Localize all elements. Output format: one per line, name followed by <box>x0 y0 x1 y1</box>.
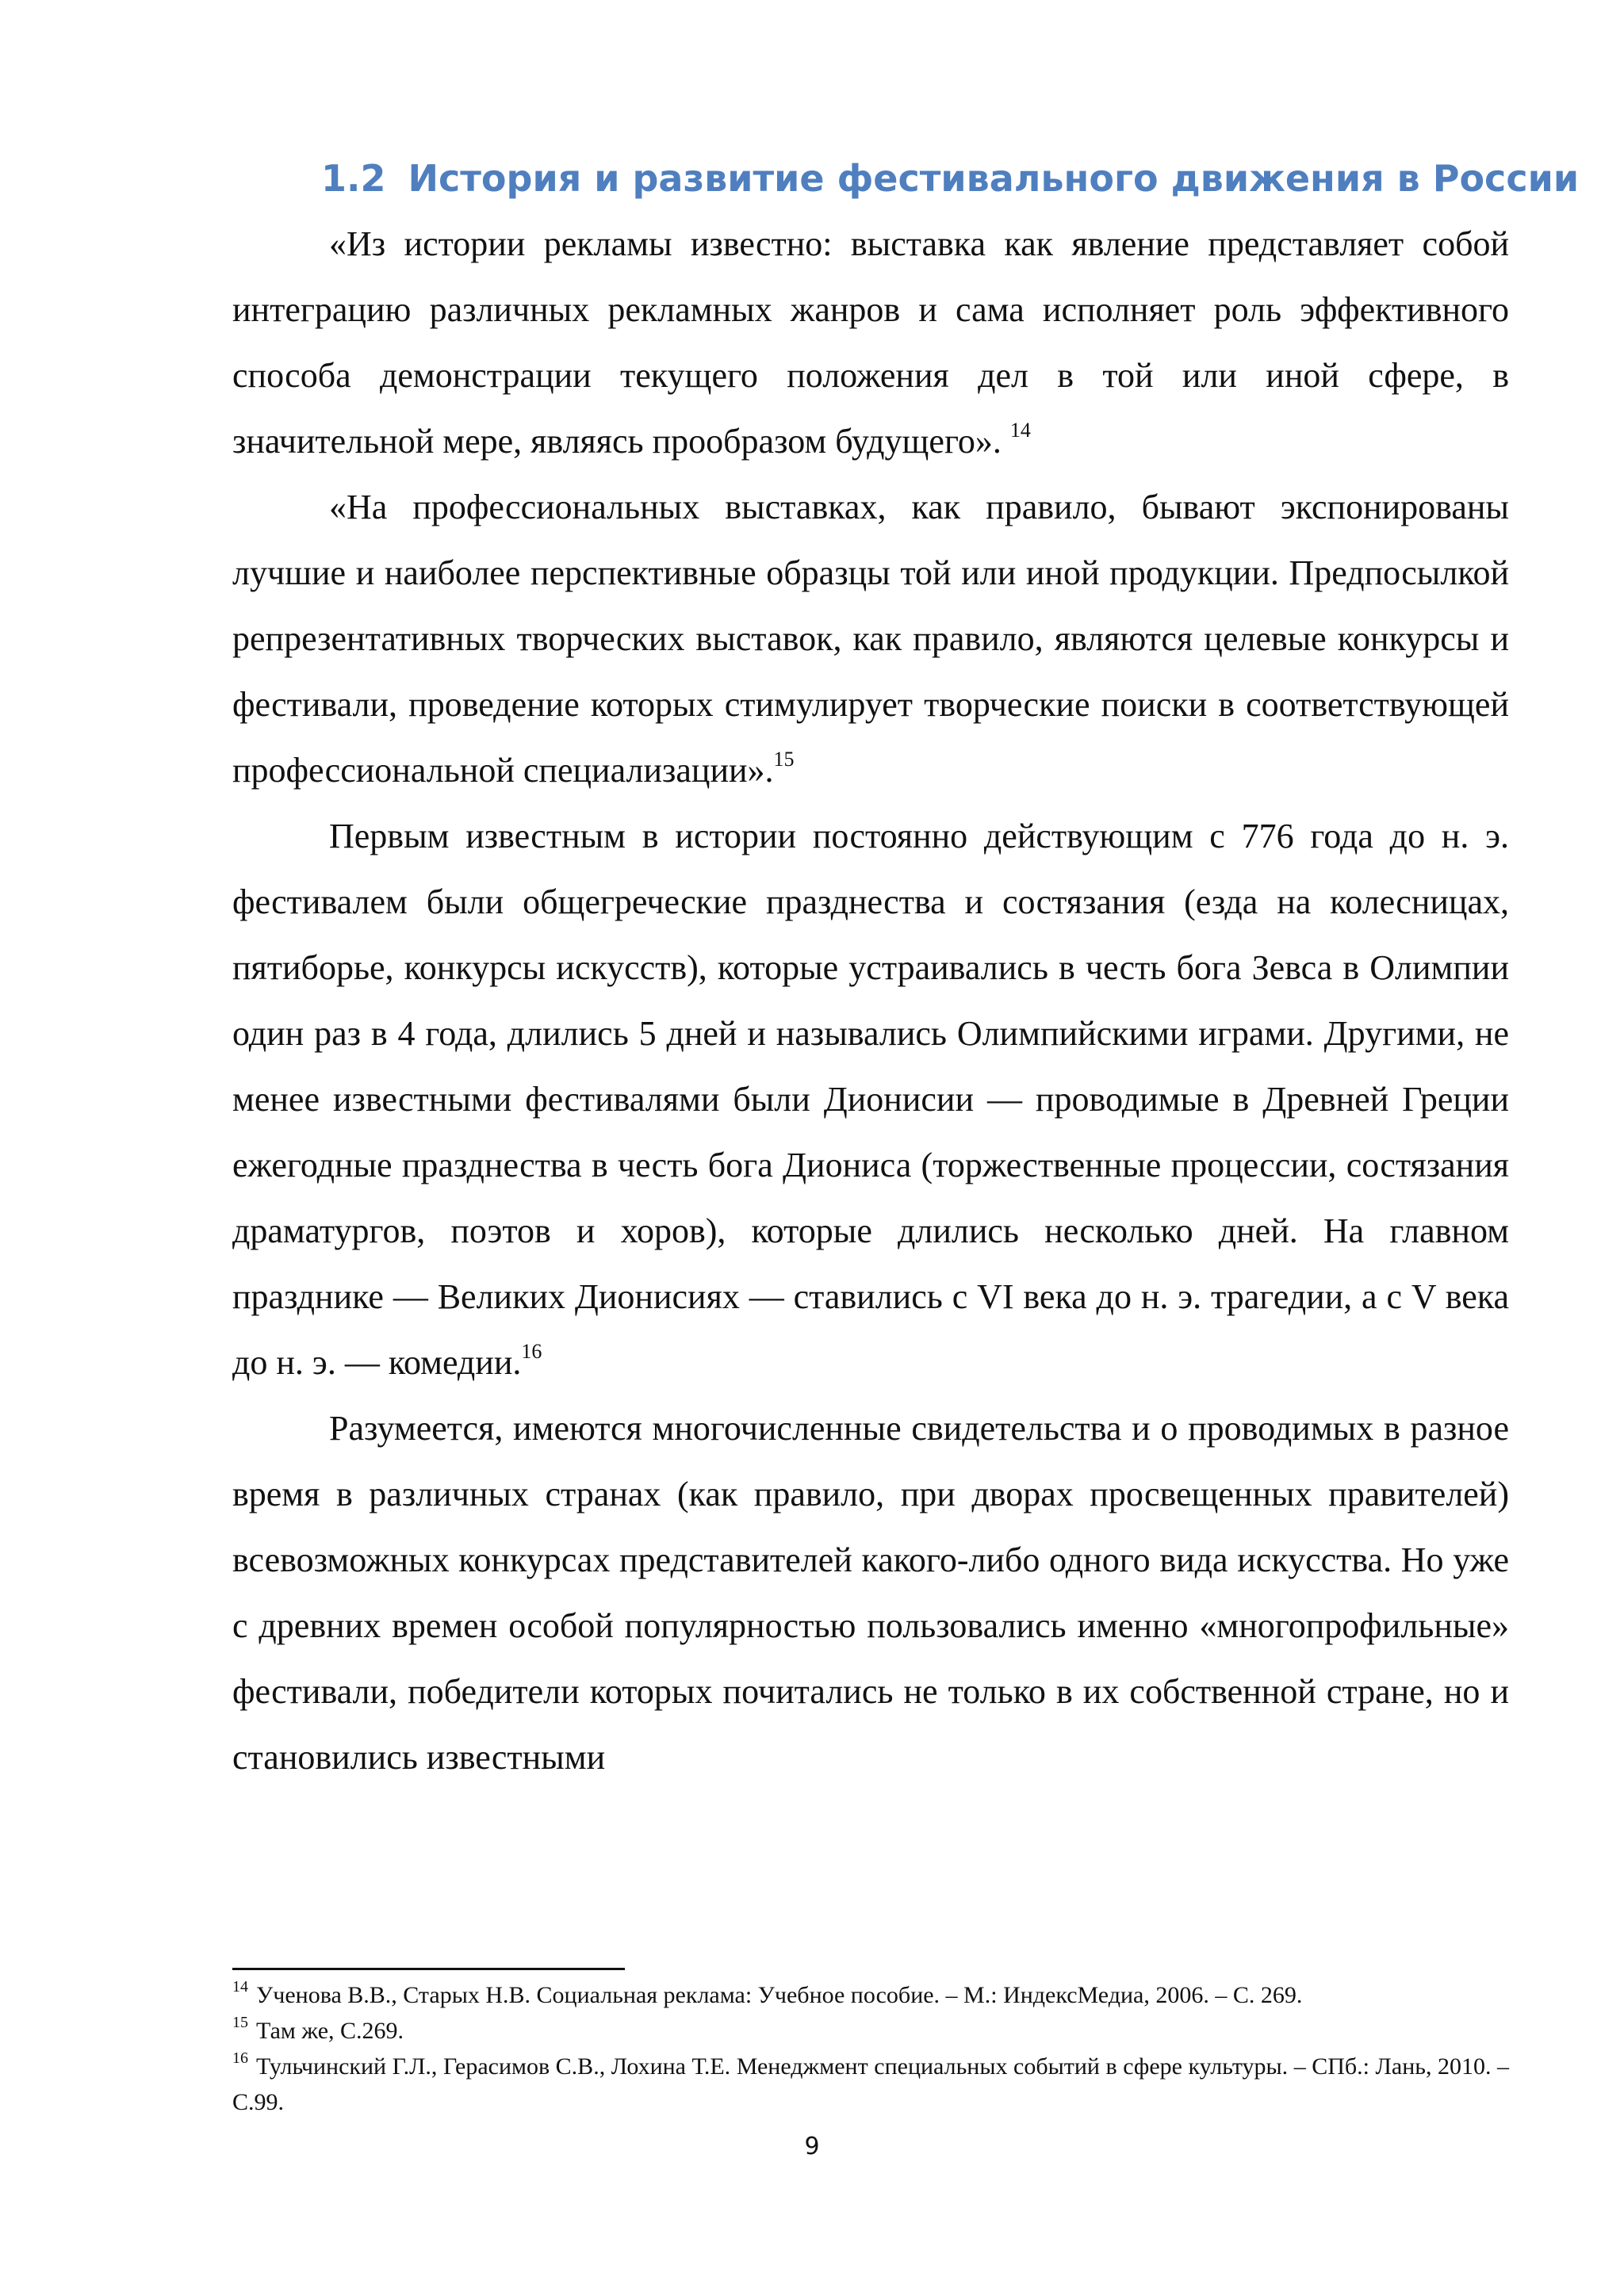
section-number: 1.2 <box>321 157 386 200</box>
paragraph-text: Первым известным в истории постоянно действующим с 776 года до н. э. фестивалем были общегреческие празднества и состязания (езда на колесницах, пятиборье, конкурсы искусств), которые устраивались в честь бога Зевса в Олимпии один раз в 4 года, длились 5 дней и назывались Олимпийскими играми. Другими, не менее известными фестивалями были Дионисии — проводимые в Древней Греции ежегодные празднества в честь бога Диониса (торжественные процессии, состязания драматургов, поэтов и хоров), которые длились несколько дней. На главном празднике — Великих Дионисиях — ставились с VI века до н. э. трагедии, а с V века до н. э. — комедии. <box>232 817 1509 1382</box>
footnote-ref-15[interactable]: 15 <box>773 748 795 771</box>
section-heading <box>321 152 1579 205</box>
footnote-number: 16 <box>232 2049 248 2067</box>
paragraph-text: Разумеется, имеются многочисленные свидетельства и о проводимых в разное время в различных странах (как правило, при дворах просвещенных правителей) всевозможных конкурсах представителей какого-либо одного вида искусства. Но уже с древних времен особой популярностью пользовались именно «многопрофильные» фестивали, победители которых почитались не только в их собственной стране, но и становились известными <box>232 1409 1509 1777</box>
paragraph-2 <box>232 474 1509 803</box>
section-title: История и развитие фестивального движения в России <box>408 157 1580 200</box>
paragraph-1 <box>232 211 1509 474</box>
footnote-separator <box>232 1968 625 1970</box>
footnote-number: 14 <box>232 1978 248 1996</box>
footnote-14 <box>232 1977 1509 2013</box>
paragraph-text: «На профессиональных выставках, как правило, бывают экспонированы лучшие и наиболее перспективные образцы той или иной продукции. Предпосылкой репрезентативных творческих выставок, как правило, являются целевые конкурсы и фестивали, проведение которых стимулирует творческие поиски в соответствующей профессиональной специализации». <box>232 488 1509 790</box>
footnotes <box>232 1977 1509 2120</box>
paragraph-text: «Из истории рекламы известно: выставка как явление представляет собой интеграцию различных рекламных жанров и сама исполняет роль эффективного способа демонстрации текущего положения дел в той или иной сфере, в значительной мере, являясь прообразом будущего». <box>232 224 1509 461</box>
footnote-16 <box>232 2049 1509 2120</box>
footnote-15 <box>232 2013 1509 2049</box>
page-number: 9 <box>804 2133 820 2160</box>
footnote-text: Там же, С.269. <box>256 2018 404 2044</box>
footnote-number: 15 <box>232 2014 248 2031</box>
footnote-ref-16[interactable]: 16 <box>521 1340 542 1364</box>
footnote-text: Ученова В.В., Старых Н.В. Социальная реклама: Учебное пособие. – М.: ИндексМедиа, 2006. – С. 269. <box>256 1982 1303 2008</box>
footnote-text: Тульчинский Г.Л., Герасимов С.В., Лохина Т.Е. Менеджмент специальных событий в сфере культуры. – СПб.: Лань, 2010. – С.99. <box>232 2053 1509 2115</box>
footnote-ref-14[interactable]: 14 <box>1009 419 1031 442</box>
paragraph-4 <box>232 1395 1509 1790</box>
body-text <box>232 211 1509 1790</box>
paragraph-3 <box>232 803 1509 1395</box>
